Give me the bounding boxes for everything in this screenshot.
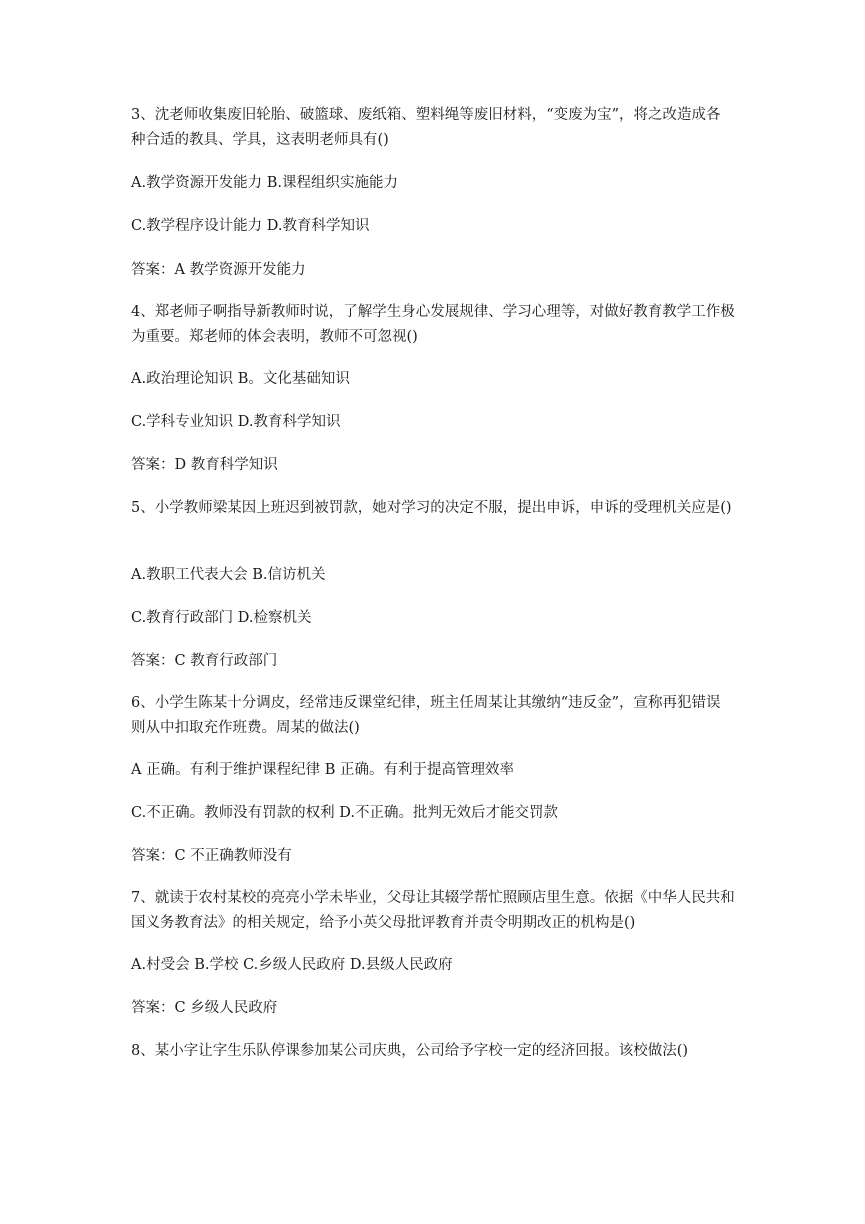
question-5-options-line-2: C.教育行政部门 D.检察机关 [131,610,312,626]
question-3-options-line-2: C.教学程序设计能力 D.教育科学知识 [131,218,370,234]
question-4-answer: 答案：D 教育科学知识 [131,457,278,473]
question-8-text: 8、某小字让字生乐队停课参加某公司庆典，公司给予字校一定的经济回报。该校做法() [131,1043,689,1059]
question-6-text: 6、小学生陈某十分调皮，经常违反课堂纪律，班主任周某让其缴纳“违反金”，宣称再犯错误则从中扣取充作班费。周某的做法() [131,695,721,736]
question-5-text: 5、小学教师梁某因上班迟到被罚款，她对学习的决定不服，提出申诉，申诉的受理机关应是() [131,500,732,516]
question-3-options-line-1: A.教学资源开发能力 B.课程组织实施能力 [131,175,398,191]
question-3-text: 3、沈老师收集废旧轮胎、破篮球、废纸箱、塑料绳等废旧材料，“变废为宝”，将之改造成各种合适的教具、学具，这表明老师具有() [131,107,721,148]
question-7-answer: 答案：C 乡级人民政府 [131,1000,278,1016]
question-6-options-line-1: A 正确。有利于维护课程纪律 B 正确。有利于提高管理效率 [131,762,514,778]
question-6-answer: 答案：C 不正确教师没有 [131,848,292,864]
question-5-answer: 答案：C 教育行政部门 [131,653,278,669]
question-7-options: A.村受会 B.学校 C.乡级人民政府 D.县级人民政府 [131,957,453,973]
question-4-options-line-2: C.学科专业知识 D.教育科学知识 [131,414,341,430]
question-7-text: 7、就读于农村某校的亮亮小学未毕业，父母让其辍学帮忙照顾店里生意。依据《中华人民共和国义务教育法》的相关规定，给予小英父母批评教育并责令明期改正的机构是() [131,890,735,931]
question-6-options-line-2: C.不正确。教师没有罚款的权利 D.不正确。批判无效后才能交罚款 [131,805,559,821]
question-3-answer: 答案：A 教学资源开发能力 [131,262,306,278]
question-4-options-line-1: A.政治理论知识 B。文化基础知识 [131,371,350,387]
question-4-text: 4、郑老师子啊指导新教师时说，了解学生身心发展规律、学习心理等，对做好教育教学工作极为重要。郑老师的体会表明，教师不可忽视() [131,304,735,345]
question-5-options-line-1: A.教职工代表大会 B.信访机关 [131,567,326,583]
